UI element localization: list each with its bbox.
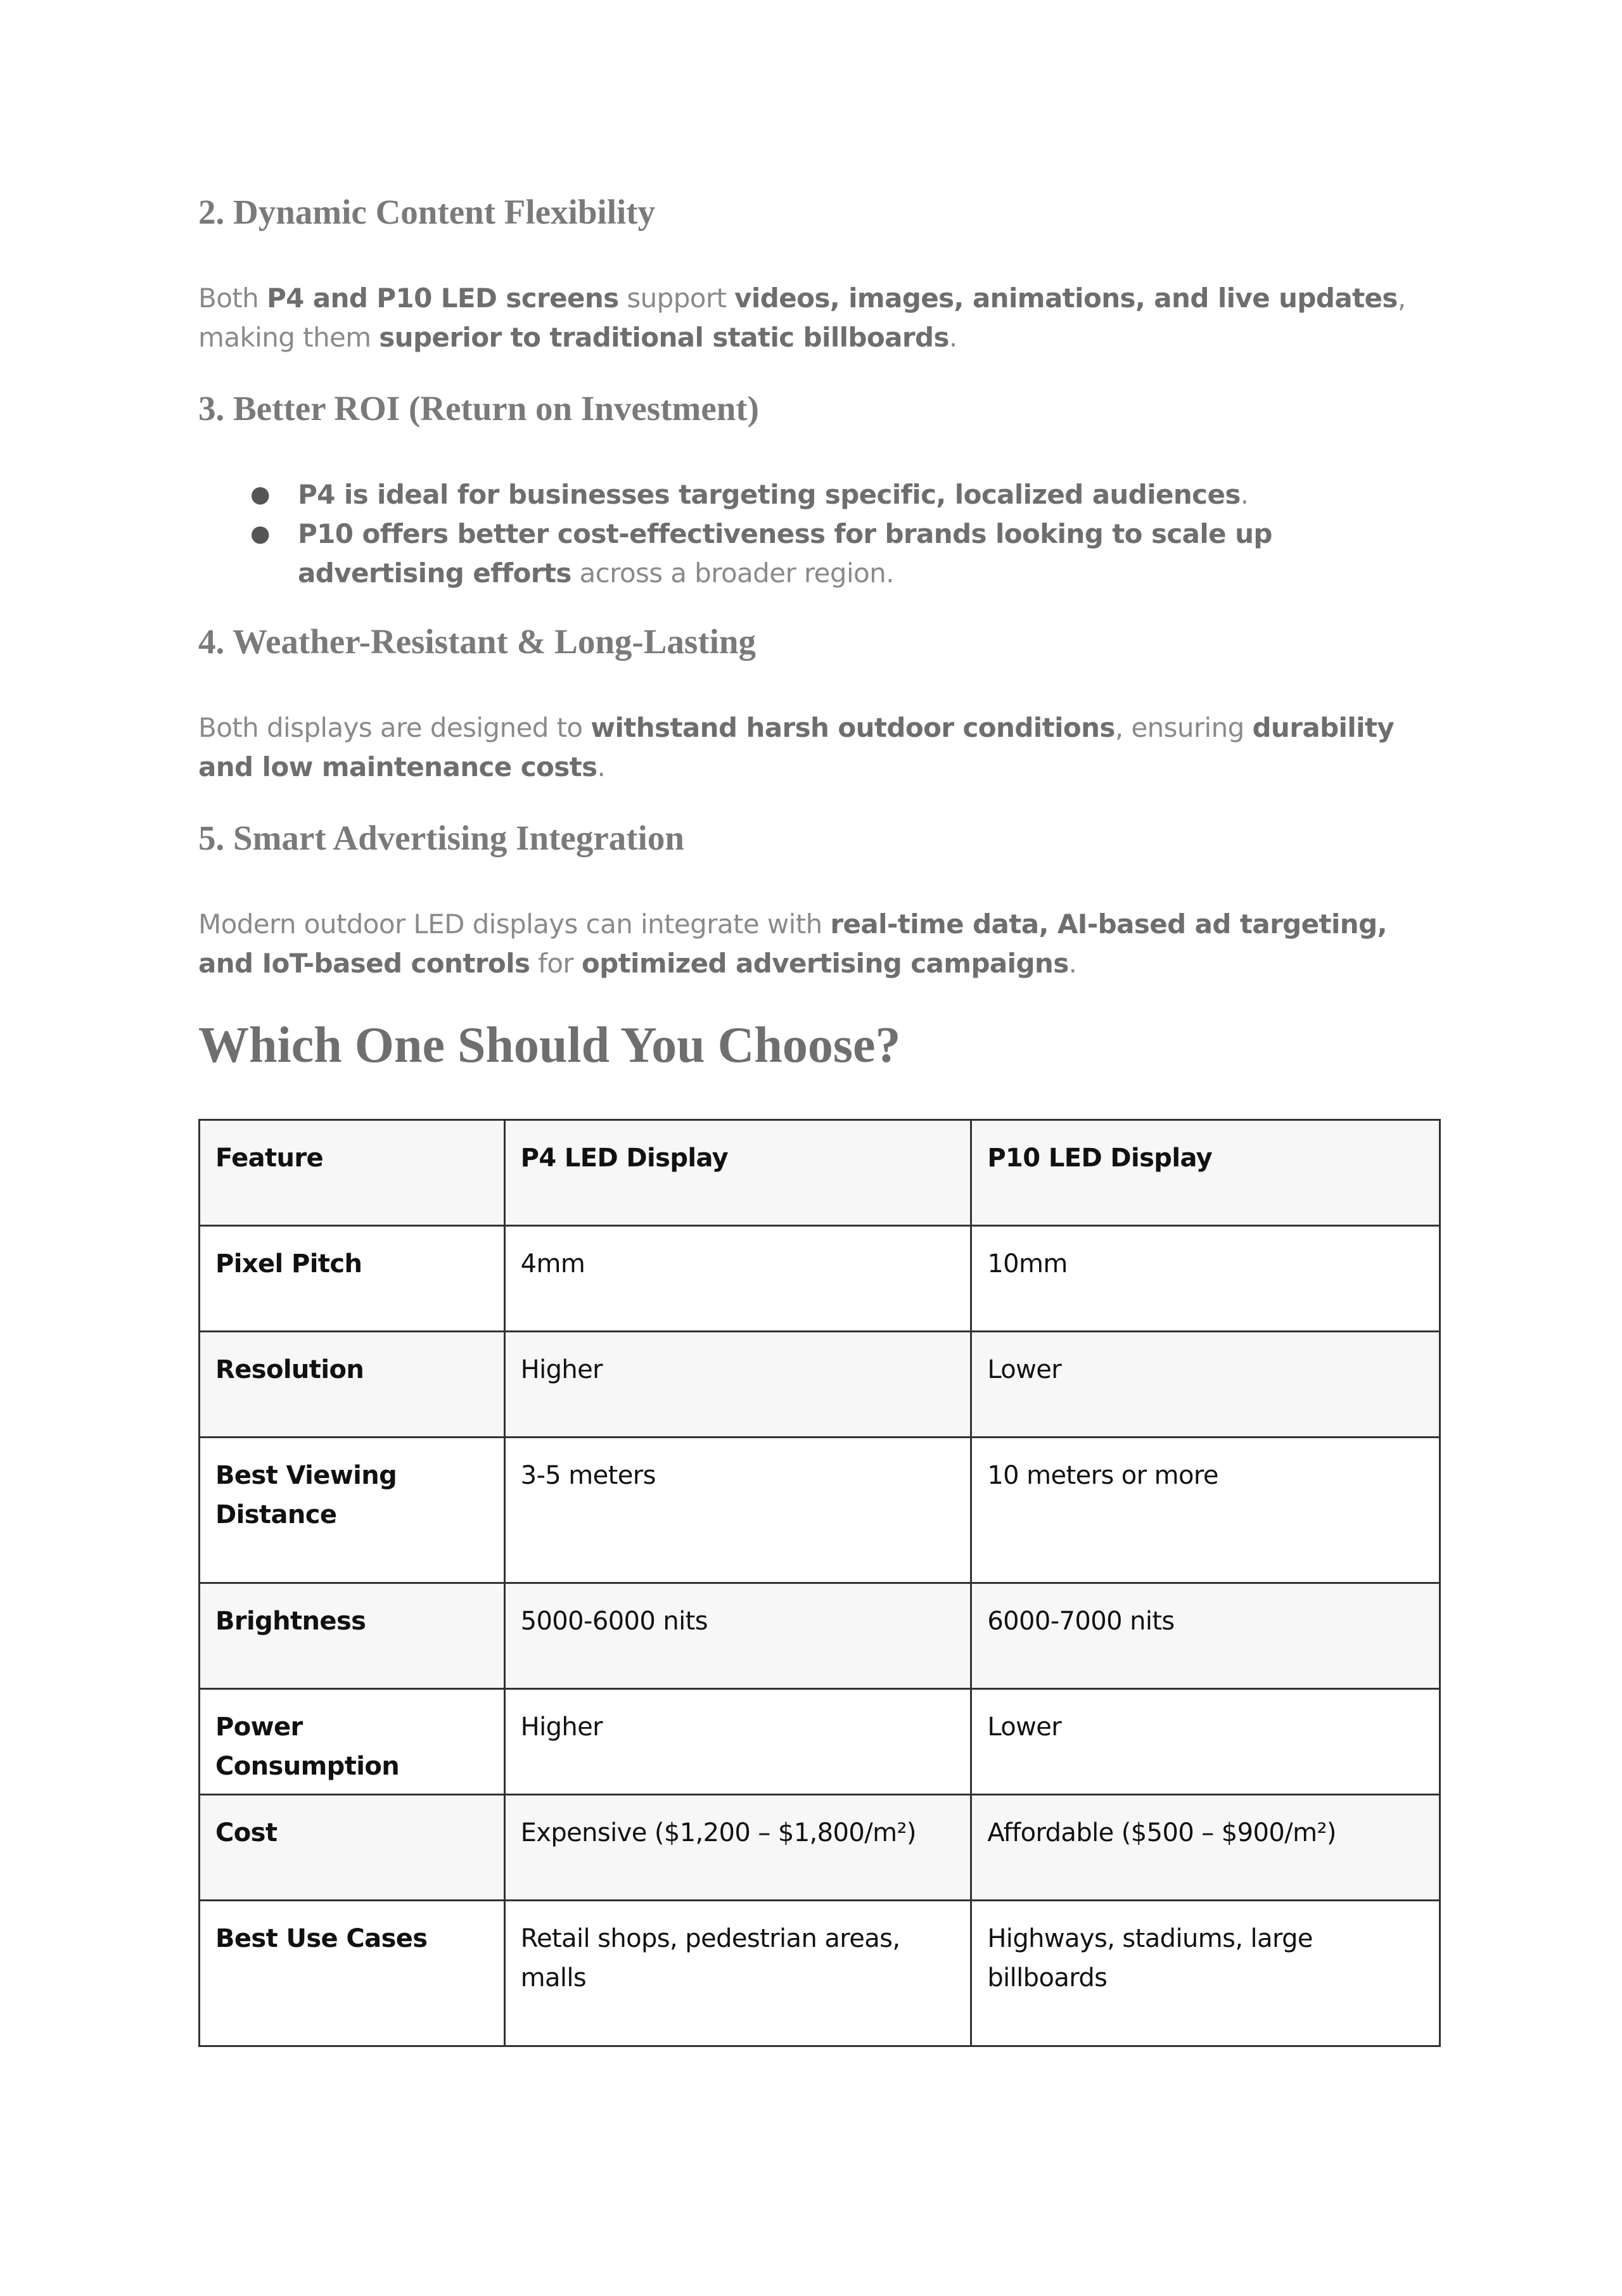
table-header-row	[200, 1120, 1440, 1226]
table-header-cell: P10 LED Display	[971, 1120, 1440, 1226]
bullet-item	[198, 514, 1440, 593]
text-run: support	[618, 283, 735, 314]
text-run: Both	[198, 283, 267, 314]
table-cell-p4: 4mm	[504, 1226, 971, 1332]
table-cell-p10: Lower	[971, 1689, 1440, 1795]
table-cell-feature: Best Use Cases	[200, 1901, 505, 2046]
main-heading: Which One Should You Choose?	[198, 1017, 901, 1073]
table-cell-feature: Best Viewing Distance	[200, 1438, 505, 1583]
text-run: across a broader region.	[571, 558, 894, 589]
table-cell-p10: 10 meters or more	[971, 1438, 1440, 1583]
table-cell-feature: Brightness	[200, 1583, 505, 1689]
bold-text-run: withstand harsh outdoor conditions	[591, 712, 1115, 743]
table-cell-feature: Resolution	[200, 1332, 505, 1438]
section-paragraph-dynamic-content	[198, 279, 1440, 357]
text-run: Both displays are designed to	[198, 712, 591, 743]
table-row	[200, 1689, 1440, 1795]
section-heading-dynamic-content: 2. Dynamic Content Flexibility	[198, 193, 656, 231]
text-run: .	[1240, 479, 1249, 510]
bold-text-run: real-time data, AI-based ad targeting, and IoT-based controls	[198, 909, 1387, 979]
table-cell-p4: Higher	[504, 1332, 971, 1438]
table-cell-p4: 3-5 meters	[504, 1438, 971, 1583]
section-heading-weather-resistant: 4. Weather-Resistant & Long-Lasting	[198, 622, 756, 661]
bullet-icon: ●	[250, 521, 270, 547]
bold-text-run: videos, images, animations, and live updates	[734, 283, 1398, 314]
roi-bullet-list	[198, 475, 1440, 593]
section-paragraph-weather-resistant	[198, 708, 1440, 787]
table-cell-p10: Affordable ($500 – $900/m²)	[971, 1795, 1440, 1901]
text-run: .	[948, 322, 957, 353]
bullet-item	[198, 475, 1440, 514]
table-row	[200, 1332, 1440, 1438]
section-heading-smart-advertising: 5. Smart Advertising Integration	[198, 819, 684, 857]
bold-text-run: superior to traditional static billboards	[379, 322, 949, 353]
table-header-cell: Feature	[200, 1120, 505, 1226]
text-run: for	[530, 948, 582, 979]
bold-text-run: P4 is ideal for businesses targeting specific, localized audiences	[298, 479, 1241, 510]
table-cell-p10: Lower	[971, 1332, 1440, 1438]
table-cell-p10: 10mm	[971, 1226, 1440, 1332]
text-run: Modern outdoor LED displays can integrate with	[198, 909, 831, 940]
text-run: .	[597, 751, 606, 782]
bullet-icon: ●	[250, 482, 270, 507]
table-cell-feature: Power Consumption	[200, 1689, 505, 1795]
bullet-text	[298, 479, 1249, 510]
table-cell-feature: Cost	[200, 1795, 505, 1901]
text-run: , making them	[198, 283, 1406, 353]
table-row	[200, 1438, 1440, 1583]
bold-text-run: optimized advertising campaigns	[581, 948, 1069, 979]
section-heading-better-roi: 3. Better ROI (Return on Investment)	[198, 389, 759, 428]
table-cell-p4: Higher	[504, 1689, 971, 1795]
table-cell-feature: Pixel Pitch	[200, 1226, 505, 1332]
bold-text-run: P4 and P10 LED screens	[266, 283, 619, 314]
table-row	[200, 1226, 1440, 1332]
bullet-text	[298, 518, 1272, 589]
table-cell-p4: Retail shops, pedestrian areas, malls	[504, 1901, 971, 2046]
bold-text-run: P10 offers better cost-effectiveness for brands looking to scale up advertising efforts	[298, 518, 1272, 589]
table-row	[200, 1795, 1440, 1901]
section-paragraph-smart-advertising	[198, 905, 1440, 983]
bold-text-run: durability and low maintenance costs	[198, 712, 1395, 782]
text-run: , ensuring	[1114, 712, 1253, 743]
table-cell-p10: Highways, stadiums, large billboards	[971, 1901, 1440, 2046]
table-cell-p10: 6000-7000 nits	[971, 1583, 1440, 1689]
table-cell-p4: Expensive ($1,200 – $1,800/m²)	[504, 1795, 971, 1901]
table-row	[200, 1901, 1440, 2046]
text-run: .	[1068, 948, 1077, 979]
table-row	[200, 1583, 1440, 1689]
comparison-table	[198, 1119, 1441, 2047]
table-header-cell: P4 LED Display	[504, 1120, 971, 1226]
table-cell-p4: 5000-6000 nits	[504, 1583, 971, 1689]
